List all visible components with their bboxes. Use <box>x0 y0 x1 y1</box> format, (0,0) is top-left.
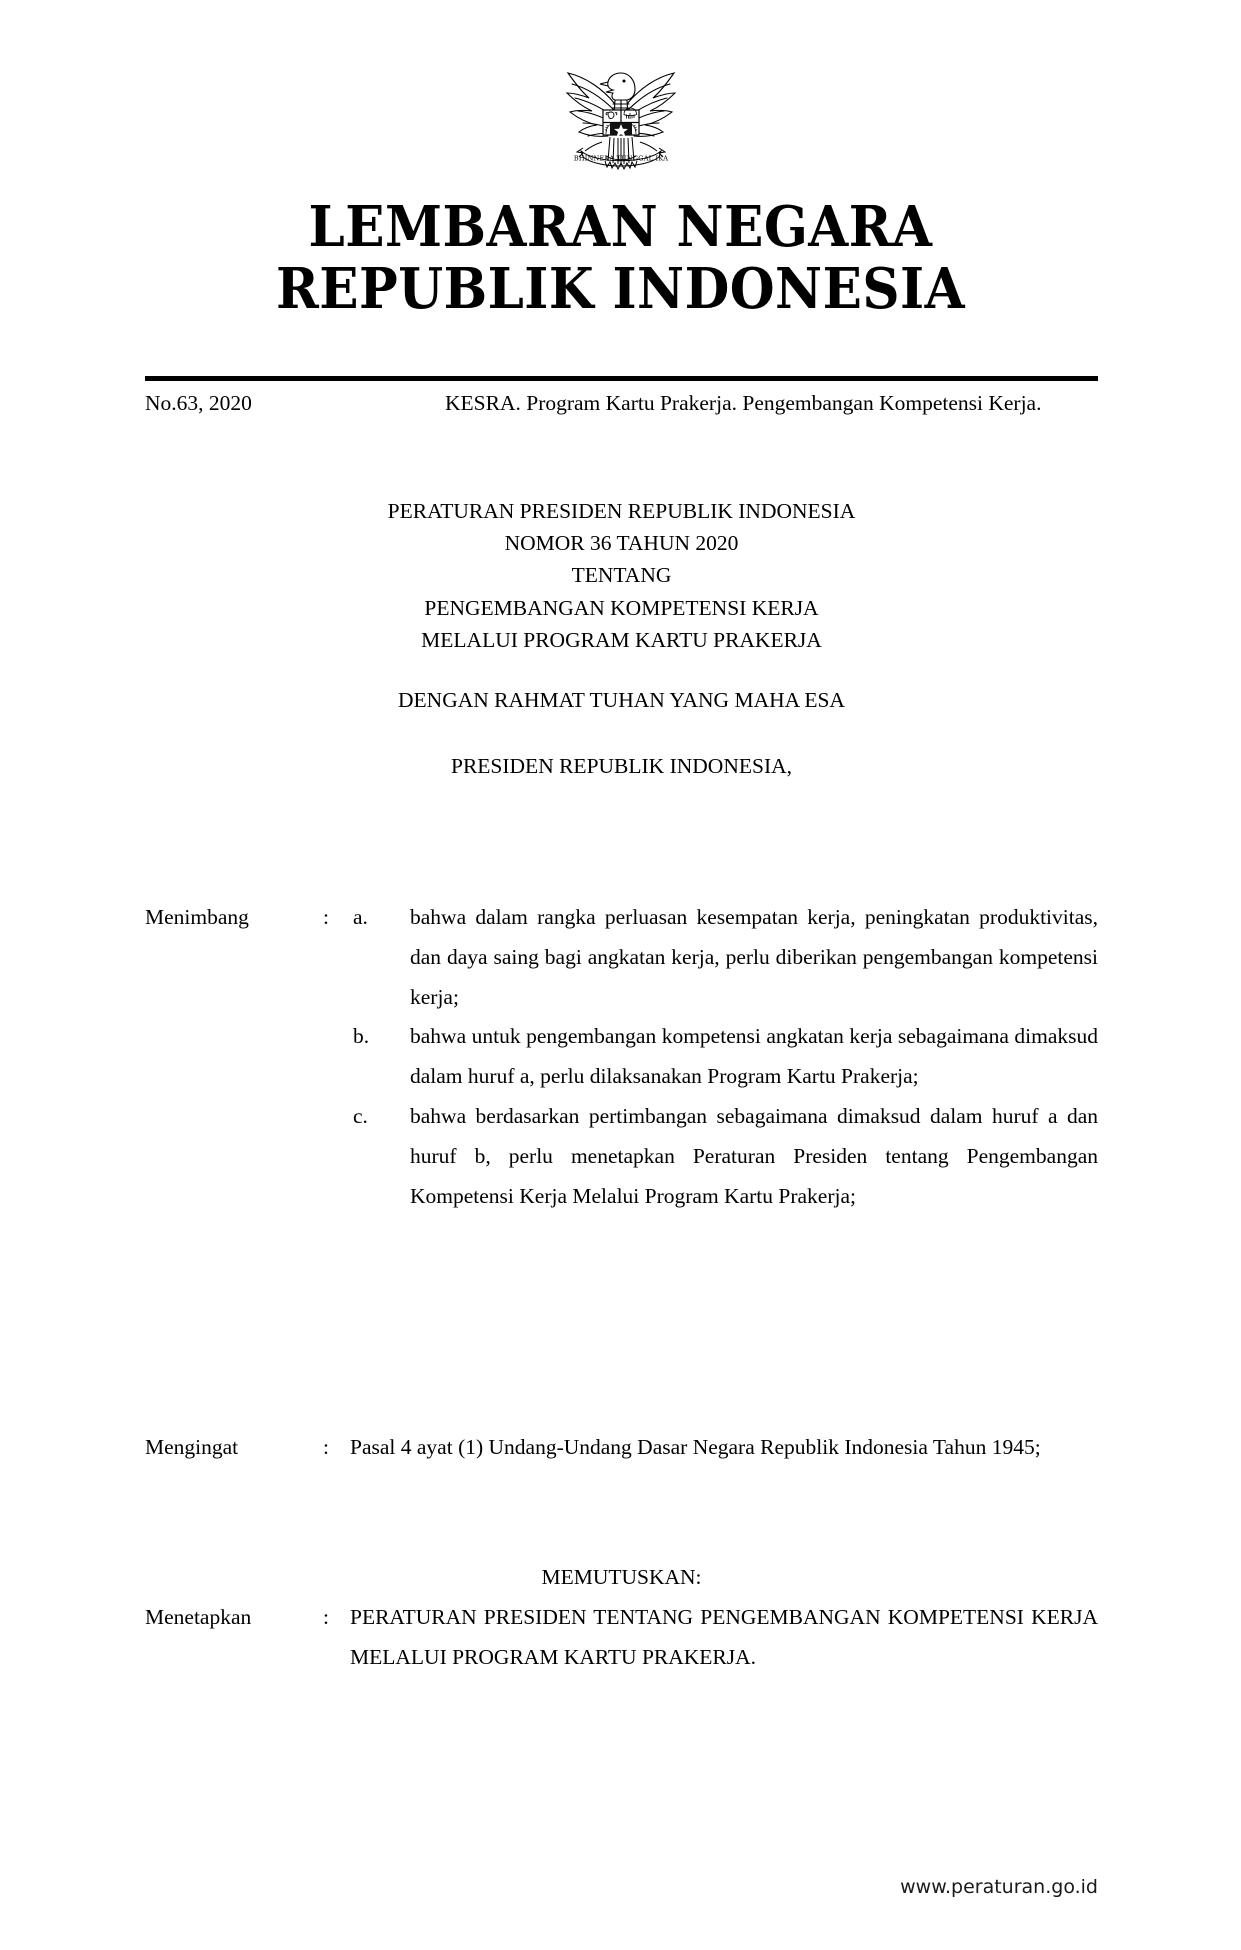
title-line-3: TENTANG <box>571 563 672 588</box>
clause-menimbang-label: Menimbang <box>145 905 249 929</box>
header-divider <box>145 376 1098 381</box>
masthead-line-2: REPUBLIK INDONESIA <box>275 256 965 322</box>
masthead <box>50 196 1192 320</box>
svg-text:BHINNEKA TUNGGAL IKA: BHINNEKA TUNGGAL IKA <box>573 154 668 163</box>
clause-item-text: bahwa berdasarkan pertimbangan sebagaimana dimaksud dalam huruf a dan huruf b, perlu menetapkan Peraturan Presiden tentang Pengembangan Kompetensi Kerja Melalui Program Kartu Prakerja; <box>410 1103 1098 1208</box>
clause-item <box>145 1097 1098 1216</box>
clause-menimbang-items <box>145 898 1098 1216</box>
memutuskan-heading: MEMUTUSKAN: <box>541 1565 702 1589</box>
emblem-container <box>0 58 1241 195</box>
clause-menimbang-colon: : <box>323 905 329 929</box>
clause-mengingat <box>145 1428 1098 1468</box>
gazette-subject: KESRA. Program Kartu Prakerja. Pengembangan Kompetensi Kerja. <box>445 391 1042 415</box>
clause-menetapkan-label: Menetapkan <box>145 1605 252 1629</box>
clause-item-text: bahwa untuk pengembangan kompetensi angkatan kerja sebagaimana dimaksud dalam huruf a, perlu dilaksanakan Program Kartu Prakerja; <box>410 1024 1098 1089</box>
clause-mengingat-label: Mengingat <box>145 1435 239 1459</box>
title-line-1: PERATURAN PRESIDEN REPUBLIK INDONESIA <box>387 499 856 523</box>
footer-url: www.peraturan.go.id <box>900 1876 1098 1898</box>
invocation-line: DENGAN RAHMAT TUHAN YANG MAHA ESA <box>398 688 845 712</box>
clause-mengingat-text: Pasal 4 ayat (1) Undang-Undang Dasar Negara Republik Indonesia Tahun 1945; <box>350 1435 1041 1459</box>
masthead-line-1: LEMBARAN NEGARA <box>308 194 933 260</box>
title-line-4: PENGEMBANGAN KOMPETENSI KERJA <box>424 595 819 620</box>
issuer-line: PRESIDEN REPUBLIK INDONESIA, <box>450 754 793 778</box>
clause-item-marker: c. <box>353 1103 368 1128</box>
title-line-2: NOMOR 36 TAHUN 2020 <box>504 531 739 556</box>
title-line-5: MELALUI PROGRAM KARTU PRAKERJA <box>421 627 822 652</box>
clause-item <box>145 1017 1098 1097</box>
regulation-title-block <box>145 495 1098 656</box>
clause-menetapkan <box>145 1598 1098 1678</box>
garuda-pancasila-emblem <box>546 58 696 190</box>
clause-menetapkan-colon: : <box>323 1605 329 1629</box>
clause-item <box>145 898 1098 1017</box>
clause-menetapkan-text: PERATURAN PRESIDEN TENTANG PENGEMBANGAN KOMPETENSI KERJA MELALUI PROGRAM KARTU PRAKERJA. <box>350 1605 1098 1669</box>
clause-item-marker: a. <box>353 905 368 929</box>
clause-mengingat-colon: : <box>323 1435 329 1459</box>
gazette-number: No.63, 2020 <box>145 391 252 415</box>
clause-item-text: bahwa dalam rangka perluasan kesempatan kerja, peningkatan produktivitas, dan daya saing bagi angkatan kerja, perlu diberikan pengembangan kompetensi kerja; <box>410 905 1098 1009</box>
clause-item-marker: b. <box>353 1024 370 1049</box>
